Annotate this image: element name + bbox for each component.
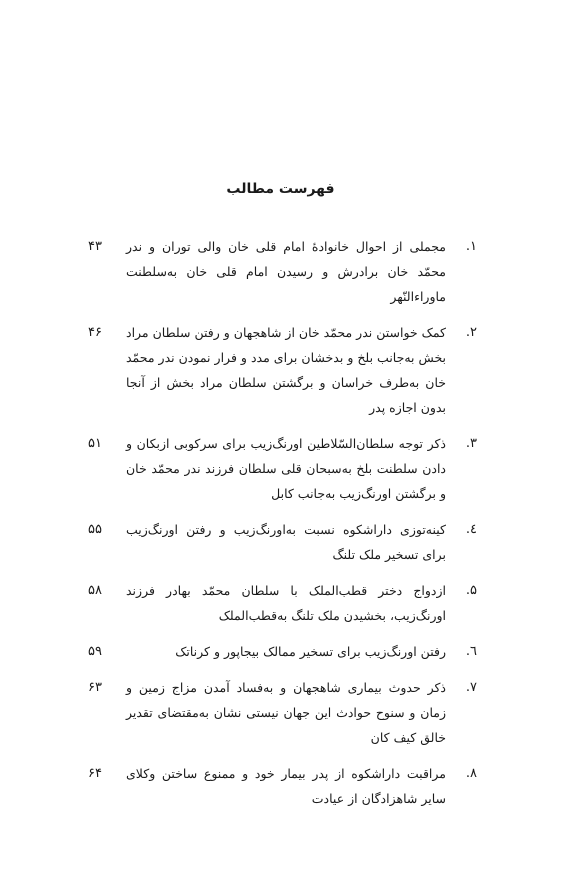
entry-page-number: ۵۹ — [88, 644, 102, 659]
entry-number: ۱. — [465, 239, 477, 254]
entry-page-number: ۴۳ — [88, 239, 102, 254]
entry-title: ازدواج دختر قطب‌الملک با سلطان محمّد بهادر فرزند اورنگ‌زیب، بخشیدن ملک تلنگ به‌قطب‌الملک — [126, 583, 446, 623]
entry-title: ذکر حدوث بیماری شاهجهان و به‌فساد آمدن مزاج زمین و زمان و سنوح حوادث این جهان نیستی نشان به‌مقتضای تقدیر خالق کیف کان — [126, 680, 446, 745]
toc-entry — [0, 234, 561, 309]
entry-page-number: ۵۵ — [88, 522, 102, 537]
entry-page-number: ۶۴ — [88, 766, 102, 781]
table-of-contents — [0, 234, 561, 822]
toc-entry — [0, 675, 561, 750]
page-title: فهرست مطالب — [226, 181, 335, 197]
entry-title: کینه‌توزی داراشکوه نسبت به‌اورنگ‌زیب و رفتن اورنگ‌زیب برای تسخیر ملک تلنگ — [126, 522, 446, 562]
entry-number: ۷. — [465, 680, 477, 695]
toc-entry — [0, 761, 561, 811]
entry-title: ذکر توجه سلطان‌السّلاطین اورنگ‌زیب برای سرکوبی ازبکان و دادن سلطنت بلخ به‌سبحان قلی سلطان فرزند ندر محمّد خان و برگشتن اورنگ‌زیب به‌جانب کابل — [126, 436, 446, 501]
entry-title: مراقبت داراشکوه از پدر بیمار خود و ممنوع ساختن وکلای سایر شاهزادگان از عیادت — [126, 766, 446, 806]
entry-title: رفتن اورنگ‌زیب برای تسخیر ممالک بیجاپور و کرناتک — [175, 644, 446, 659]
entry-number: ۵. — [465, 583, 477, 598]
toc-entry — [0, 639, 561, 664]
entry-number: ۸. — [465, 766, 477, 781]
toc-entry — [0, 517, 561, 567]
entry-number: ۲. — [465, 325, 477, 340]
entry-number: ٦. — [465, 644, 477, 659]
toc-entry — [0, 578, 561, 628]
toc-entry — [0, 320, 561, 420]
entry-number: ٤. — [465, 522, 477, 537]
entry-title: مجملی از احوال خانوادهٔ امام قلی خان والی توران و ندر محمّد خان برادرش و رسیدن امام قلی خان به‌سلطنت ماوراءالنّهر — [126, 239, 446, 304]
entry-title: کمک خواستن ندر محمّد خان از شاهجهان و رفتن سلطان مراد بخش به‌جانب بلخ و بدخشان برای مدد و فرار نمودن ندر محمّد خان به‌طرف خراسان و برگشتن سلطان مراد بخش از آنجا بدون اجازه پدر — [126, 325, 446, 415]
entry-page-number: ۵۱ — [88, 436, 102, 451]
entry-number: ۳. — [465, 436, 477, 451]
entry-page-number: ۵۸ — [88, 583, 102, 598]
entry-page-number: ۶۳ — [88, 680, 102, 695]
toc-entry — [0, 431, 561, 506]
entry-page-number: ۴۶ — [88, 325, 102, 340]
